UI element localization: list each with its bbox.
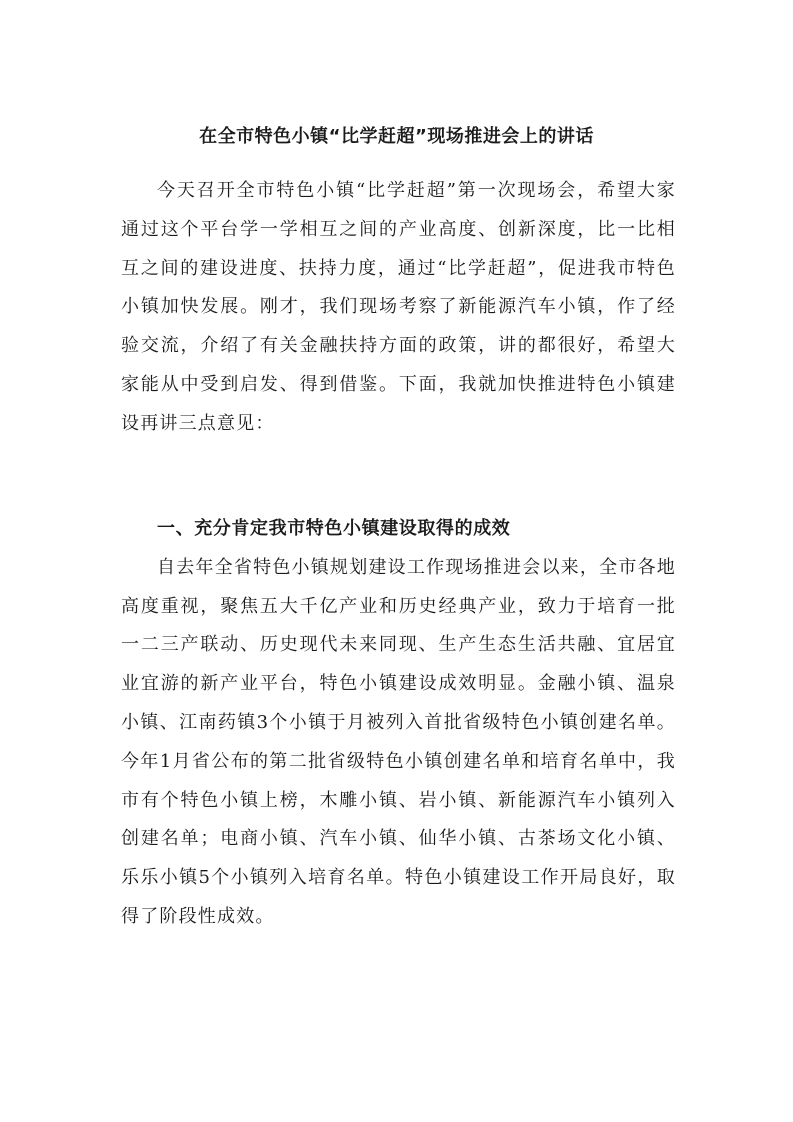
document-title: 在全市特色小镇“比学赶超”现场推进会上的讲话 [199,126,594,147]
section-1 [121,510,676,937]
intro-paragraph: 今天召开全市特色小镇“比学赶超”第一次现场会，希望大家通过这个平台学一学相互之间的产业高度、创新深度，比一比相互之间的建设进度、扶持力度，通过“比学赶超”，促进我市特色小镇加快发展。刚才，我们现场考察了新能源汽车小镇，作了经验交流，介绍了有关金融扶持方面的政策，讲的都很好，希望大家能从中受到启发、得到借鉴。下面，我就加快推进特色小镇建设再讲三点意见： [121,180,676,434]
intro-block [121,172,676,444]
section-1-heading: 一、充分肯定我市特色小镇建设取得的成效 [157,518,511,539]
section-1-paragraph: 自去年全省特色小镇规划建设工作现场推进会以来，全市各地高度重视，聚焦五大千亿产业和历史经典产业，致力于培育一批一二三产联动、历史现代未来同现、生产生态生活共融、宜居宜业宜游的新产业平台，特色小镇建设成效明显。金融小镇、温泉小镇、江南药镇3个小镇于月被列入首批省级特色小镇创建名单。今年1月省公布的第二批省级特色小镇创建名单和培育名单中，我市有个特色小镇上榜，木雕小镇、岩小镇、新能源汽车小镇列入创建名单；电商小镇、汽车小镇、仙华小镇、古茶场文化小镇、乐乐小镇5个小镇列入培育名单。特色小镇建设工作开局良好，取得了阶段性成效。 [121,556,676,927]
